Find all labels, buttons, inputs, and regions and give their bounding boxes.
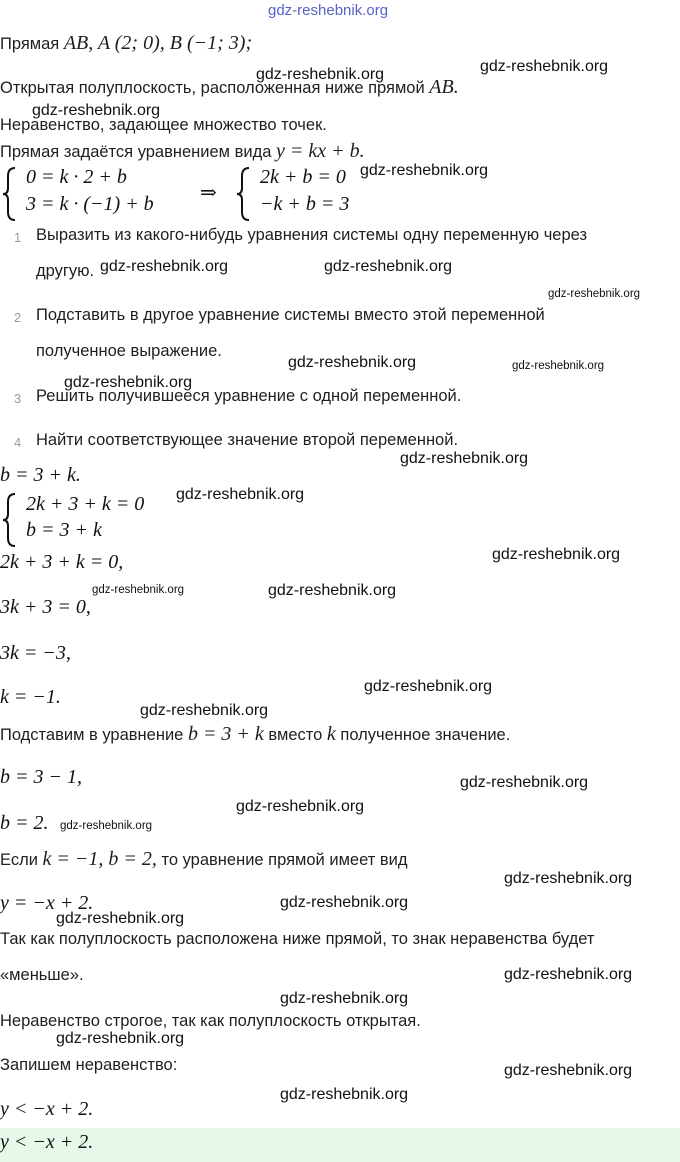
given-line: Прямая AB, A (2; 0), B (−1; 3); xyxy=(0,32,253,54)
equation-step: b = 3 − 1, xyxy=(0,766,82,788)
watermark-top: gdz-reshebnik.org xyxy=(268,2,389,19)
watermark: gdz-reshebnik.org xyxy=(92,584,185,596)
watermark: gdz-reshebnik.org xyxy=(100,258,229,275)
watermark: gdz-reshebnik.org xyxy=(236,798,365,815)
b-expression: b = 3 + k. xyxy=(0,464,81,486)
watermark: gdz-reshebnik.org xyxy=(288,354,417,371)
watermark: gdz-reshebnik.org xyxy=(64,374,193,391)
step-text: Подставить в другое уравнение системы вместо этой переменной xyxy=(36,306,545,324)
watermark: gdz-reshebnik.org xyxy=(504,870,633,887)
sign-explanation: Так как полуплоскость расположена ниже прямой, то знак неравенства будет xyxy=(0,930,595,948)
step-text: другую. xyxy=(36,262,95,280)
watermark: gdz-reshebnik.org xyxy=(56,910,185,927)
strict-explanation: Неравенство строгое, так как полуплоскость открытая. xyxy=(0,1012,421,1030)
system3-eq-a: 2k + 3 + k = 0 xyxy=(26,493,145,515)
system-brace xyxy=(2,492,18,548)
equation-step: 3k + 3 = 0, xyxy=(0,596,91,618)
watermark: gdz-reshebnik.org xyxy=(268,582,397,599)
inequality: y < −x + 2. xyxy=(0,1098,94,1120)
watermark: gdz-reshebnik.org xyxy=(504,1062,633,1079)
write-inequality: Запишем неравенство: xyxy=(0,1056,178,1074)
equation-step: 2k + 3 + k = 0, xyxy=(0,551,124,573)
watermark: gdz-reshebnik.org xyxy=(56,1030,185,1047)
answer-box xyxy=(0,1128,680,1162)
system1-eq-a: 0 = k · 2 + b xyxy=(26,166,127,188)
watermark: gdz-reshebnik.org xyxy=(364,678,493,695)
step-text: Найти соответствующее значение второй переменной. xyxy=(36,431,459,449)
watermark: gdz-reshebnik.org xyxy=(60,820,153,832)
equation-step: k = −1. xyxy=(0,686,61,708)
step-text: Решить получившееся уравнение с одной переменной. xyxy=(36,387,462,405)
step-number: 4 xyxy=(14,435,22,450)
line-equation-final: y = −x + 2. xyxy=(0,892,94,914)
watermark: gdz-reshebnik.org xyxy=(324,258,453,275)
watermark: gdz-reshebnik.org xyxy=(176,486,305,503)
equation-step: b = 2. xyxy=(0,812,49,834)
system-brace xyxy=(236,166,252,222)
watermark: gdz-reshebnik.org xyxy=(360,162,489,179)
answer-inequality: y < −x + 2. xyxy=(0,1131,94,1153)
line-equation-line: Прямая задаётся уравнением вида y = kx + b. xyxy=(0,140,365,162)
inequality-intro: Неравенство, задающее множество точек. xyxy=(0,116,327,134)
step-number: 3 xyxy=(14,391,22,406)
watermark: gdz-reshebnik.org xyxy=(480,58,609,75)
watermark: gdz-reshebnik.org xyxy=(280,1086,409,1103)
substitute-line: Подставим в уравнение b = 3 + k вместо k полученное значение. xyxy=(0,723,511,745)
system3-eq-b: b = 3 + k xyxy=(26,519,102,541)
watermark: gdz-reshebnik.org xyxy=(32,102,161,119)
system-brace xyxy=(2,166,18,222)
watermark: gdz-reshebnik.org xyxy=(256,66,385,83)
watermark: gdz-reshebnik.org xyxy=(280,990,409,1007)
watermark: gdz-reshebnik.org xyxy=(548,288,641,300)
watermark: gdz-reshebnik.org xyxy=(140,702,269,719)
sign-explanation-cont: «меньше». xyxy=(0,966,84,984)
system1-eq-b: 3 = k · (−1) + b xyxy=(26,193,154,215)
step-number: 1 xyxy=(14,230,22,245)
if-line: Если k = −1, b = 2, то уравнение прямой имеет вид xyxy=(0,848,408,870)
system2-eq-b: −k + b = 3 xyxy=(260,193,350,215)
halfplane-line: Открытая полуплоскость, расположенная ниже прямой AB. xyxy=(0,76,459,98)
implies-arrow: ⇒ xyxy=(200,182,217,204)
watermark: gdz-reshebnik.org xyxy=(492,546,621,563)
watermark: gdz-reshebnik.org xyxy=(400,450,529,467)
step-text: Выразить из какого-нибудь уравнения системы одну переменную через xyxy=(36,226,588,244)
step-number: 2 xyxy=(14,310,22,325)
equation-step: 3k = −3, xyxy=(0,642,71,664)
watermark: gdz-reshebnik.org xyxy=(512,360,605,372)
watermark: gdz-reshebnik.org xyxy=(504,966,633,983)
system2-eq-a: 2k + b = 0 xyxy=(260,166,346,188)
watermark: gdz-reshebnik.org xyxy=(280,894,409,911)
step-text: полученное выражение. xyxy=(36,342,222,360)
watermark: gdz-reshebnik.org xyxy=(460,774,589,791)
